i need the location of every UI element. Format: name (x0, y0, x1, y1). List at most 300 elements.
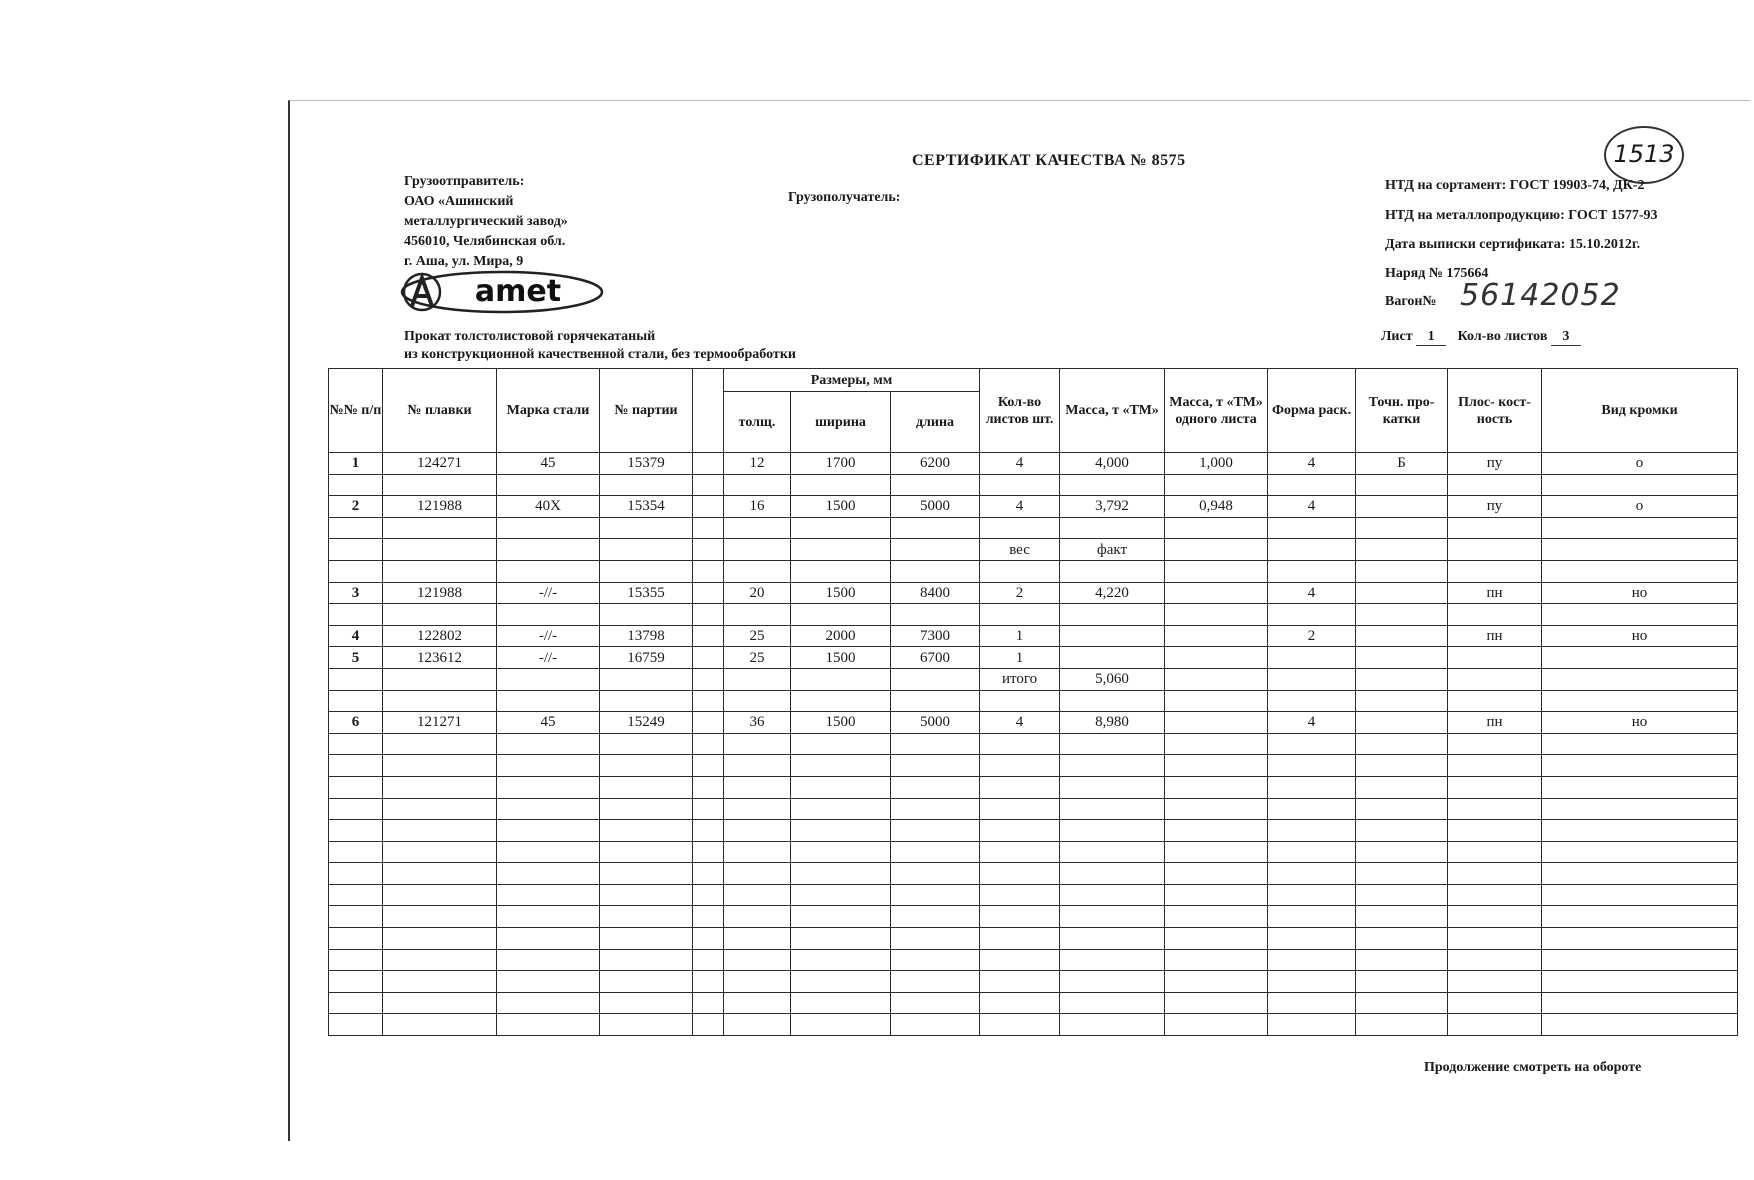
table-cell (1356, 820, 1448, 842)
table-cell (1542, 474, 1738, 496)
table-cell (1356, 755, 1448, 777)
table-cell (980, 841, 1060, 863)
table-cell (1060, 1014, 1165, 1036)
table-cell (1165, 776, 1268, 798)
table-cell (1356, 582, 1448, 604)
table-cell (724, 539, 791, 561)
table-cell (1268, 949, 1356, 971)
table-cell (600, 474, 693, 496)
table-cell (497, 949, 600, 971)
table-cell (791, 668, 891, 690)
table-cell (497, 992, 600, 1014)
table-cell: 4 (1268, 712, 1356, 734)
table-cell (383, 906, 497, 928)
table-cell: 4 (1268, 582, 1356, 604)
table-cell (329, 690, 383, 712)
table-row (329, 863, 1738, 885)
table-cell (383, 863, 497, 885)
table-row (329, 604, 1738, 626)
ntd-metal: НТД на металлопродукцию: ГОСТ 1577-93 (1385, 208, 1658, 223)
header-mass: Масса, т «ТМ» (1060, 369, 1165, 453)
table-cell (980, 604, 1060, 626)
table-cell (1060, 863, 1165, 885)
table-cell (1165, 690, 1268, 712)
table-cell (891, 560, 980, 582)
table-cell (980, 971, 1060, 993)
table-cell: 5 (329, 647, 383, 669)
table-cell (980, 992, 1060, 1014)
table-cell: 3,792 (1060, 496, 1165, 518)
table-cell (980, 733, 1060, 755)
table-cell (791, 1014, 891, 1036)
table-cell: 0,948 (1165, 496, 1268, 518)
table-cell (383, 690, 497, 712)
table-cell (329, 668, 383, 690)
table-cell (1165, 582, 1268, 604)
table-cell (383, 798, 497, 820)
table-cell: пу (1448, 453, 1542, 475)
table-cell (1448, 992, 1542, 1014)
table-cell (497, 820, 600, 842)
table-cell (724, 971, 791, 993)
table-cell (891, 733, 980, 755)
table-cell (497, 776, 600, 798)
table-cell: 1 (329, 453, 383, 475)
table-cell (1542, 992, 1738, 1014)
product-line: Прокат толстолистовой горячекатаный (404, 329, 656, 344)
table-cell (1542, 884, 1738, 906)
table-cell (497, 863, 600, 885)
table-cell (980, 884, 1060, 906)
table-cell (724, 798, 791, 820)
table-cell (1268, 906, 1356, 928)
table-cell (600, 820, 693, 842)
table-cell (724, 820, 791, 842)
footer-note: Продолжение смотреть на обороте (1424, 1060, 1642, 1075)
table-cell: 4 (980, 496, 1060, 518)
table-cell (1060, 906, 1165, 928)
table-cell (1448, 820, 1542, 842)
table-cell (1268, 755, 1356, 777)
table-cell (1356, 884, 1448, 906)
table-cell: 15249 (600, 712, 693, 734)
table-row (329, 712, 1738, 734)
table-cell: вес (980, 539, 1060, 561)
table-cell (1268, 690, 1356, 712)
table-cell (891, 755, 980, 777)
table-cell (1542, 776, 1738, 798)
table-cell: пу (1448, 496, 1542, 518)
table-cell (891, 971, 980, 993)
table-cell (1542, 1014, 1738, 1036)
table-cell (1060, 841, 1165, 863)
table-cell: 5000 (891, 712, 980, 734)
table-cell (1448, 604, 1542, 626)
table-cell (329, 604, 383, 626)
table-cell (383, 560, 497, 582)
table-cell (724, 884, 791, 906)
table-cell (1268, 474, 1356, 496)
table-cell (693, 992, 724, 1014)
table-cell (497, 1014, 600, 1036)
table-cell: 8,980 (1060, 712, 1165, 734)
table-cell (383, 776, 497, 798)
table-cell (1448, 539, 1542, 561)
header-edge: Вид кромки (1542, 369, 1738, 453)
table-cell (383, 668, 497, 690)
table-cell (791, 517, 891, 539)
table-cell (1356, 668, 1448, 690)
amet-logo (400, 270, 605, 314)
table-cell: 121988 (383, 582, 497, 604)
table-cell (693, 453, 724, 475)
table-cell (383, 820, 497, 842)
table-cell: 1500 (791, 712, 891, 734)
table-cell (980, 949, 1060, 971)
table-cell (383, 992, 497, 1014)
table-cell (1356, 604, 1448, 626)
table-cell (693, 798, 724, 820)
table-cell (1268, 539, 1356, 561)
table-cell (891, 863, 980, 885)
order-number: Наряд № 175664 (1385, 266, 1489, 281)
table-cell (693, 690, 724, 712)
table-cell (791, 884, 891, 906)
header-grade: Марка стали (497, 369, 600, 453)
table-cell (1268, 992, 1356, 1014)
table-cell (1356, 971, 1448, 993)
table-cell (1542, 798, 1738, 820)
table-cell (329, 755, 383, 777)
table-cell (1448, 841, 1542, 863)
table-cell (891, 539, 980, 561)
table-cell (724, 733, 791, 755)
table-cell (600, 949, 693, 971)
table-cell (980, 906, 1060, 928)
table-cell (1448, 776, 1542, 798)
table-cell (329, 884, 383, 906)
sender-label: Грузоотправитель: (404, 174, 525, 189)
table-cell (1165, 928, 1268, 950)
table-row (329, 992, 1738, 1014)
table-row (329, 820, 1738, 842)
table-cell (791, 474, 891, 496)
table-cell: 1 (980, 625, 1060, 647)
table-cell (1165, 820, 1268, 842)
table-row (329, 625, 1738, 647)
table-cell (600, 928, 693, 950)
table-cell (1356, 798, 1448, 820)
table-cell (1268, 733, 1356, 755)
table-row (329, 971, 1738, 993)
table-cell (497, 733, 600, 755)
table-cell (1542, 690, 1738, 712)
table-cell (693, 582, 724, 604)
table-cell: 20 (724, 582, 791, 604)
table-cell (1542, 517, 1738, 539)
list-count-value: 3 (1551, 329, 1581, 346)
table-cell (1356, 928, 1448, 950)
table-cell (600, 776, 693, 798)
table-cell: 5000 (891, 496, 980, 518)
table-cell (791, 776, 891, 798)
table-cell (1165, 863, 1268, 885)
table-cell: 124271 (383, 453, 497, 475)
table-cell: 36 (724, 712, 791, 734)
list-label: Лист (1381, 329, 1413, 344)
table-cell (600, 863, 693, 885)
table-cell: итого (980, 668, 1060, 690)
receiver-label: Грузополучатель: (788, 190, 901, 205)
table-cell (1165, 647, 1268, 669)
table-cell (1060, 647, 1165, 669)
table-cell (383, 539, 497, 561)
table-cell (600, 906, 693, 928)
table-row (329, 733, 1738, 755)
table-cell (693, 841, 724, 863)
table-cell (891, 776, 980, 798)
table-cell (980, 474, 1060, 496)
table-cell (724, 690, 791, 712)
table-cell: 122802 (383, 625, 497, 647)
table-cell (1165, 668, 1268, 690)
table-cell (1356, 712, 1448, 734)
table-cell (693, 474, 724, 496)
table-cell (1542, 820, 1738, 842)
table-cell: 6700 (891, 647, 980, 669)
table-cell (693, 668, 724, 690)
table-cell (1448, 949, 1542, 971)
table-cell (1060, 776, 1165, 798)
table-cell (1060, 798, 1165, 820)
sender-line: г. Аша, ул. Мира, 9 (404, 254, 524, 269)
table-cell: но (1542, 712, 1738, 734)
table-cell (1268, 517, 1356, 539)
table-cell (1448, 906, 1542, 928)
table-cell (791, 798, 891, 820)
table-cell: 2000 (791, 625, 891, 647)
table-cell (383, 604, 497, 626)
table-cell (1165, 755, 1268, 777)
table-cell (1268, 560, 1356, 582)
table-cell (1268, 1014, 1356, 1036)
table-cell (980, 820, 1060, 842)
table-cell (724, 755, 791, 777)
table-cell (600, 884, 693, 906)
table-cell (724, 841, 791, 863)
table-cell (600, 971, 693, 993)
table-row (329, 496, 1738, 518)
table-cell (693, 560, 724, 582)
table-cell: факт (1060, 539, 1165, 561)
table-cell (1542, 733, 1738, 755)
table-cell (1356, 1014, 1448, 1036)
table-cell (1060, 625, 1165, 647)
table-cell (1268, 841, 1356, 863)
table-cell (724, 668, 791, 690)
table-cell (693, 1014, 724, 1036)
table-cell (891, 928, 980, 950)
table-cell (1060, 755, 1165, 777)
table-cell (329, 928, 383, 950)
table-cell (600, 517, 693, 539)
table-cell (1448, 884, 1542, 906)
table-cell (724, 906, 791, 928)
table-cell (980, 690, 1060, 712)
header-thick: толщ. (724, 392, 791, 453)
table-cell (383, 474, 497, 496)
handwritten-stamp-number: 1513 (1604, 126, 1684, 184)
header-mass-one: Масса, т «ТМ» одного листа (1165, 369, 1268, 453)
table-cell: 13798 (600, 625, 693, 647)
table-row (329, 690, 1738, 712)
table-row (329, 841, 1738, 863)
table-cell (600, 992, 693, 1014)
table-cell (497, 841, 600, 863)
table-cell (1448, 971, 1542, 993)
table-cell (329, 798, 383, 820)
header-flatness: Плос- кост- ность (1448, 369, 1542, 453)
table-cell: 2 (980, 582, 1060, 604)
table-cell: 1500 (791, 496, 891, 518)
table-cell (1165, 1014, 1268, 1036)
table-cell (1268, 863, 1356, 885)
table-cell (497, 668, 600, 690)
table-cell (724, 949, 791, 971)
table-cell: 6200 (891, 453, 980, 475)
table-cell (497, 517, 600, 539)
table-cell (1268, 776, 1356, 798)
table-cell (383, 841, 497, 863)
table-cell (791, 560, 891, 582)
table-cell: 4 (329, 625, 383, 647)
table-cell (1356, 841, 1448, 863)
table-cell (600, 560, 693, 582)
table-cell (891, 798, 980, 820)
table-cell (1542, 755, 1738, 777)
table-cell (600, 733, 693, 755)
table-cell (1060, 690, 1165, 712)
table-cell: пн (1448, 582, 1542, 604)
table-cell (693, 928, 724, 950)
table-cell (1165, 971, 1268, 993)
table-cell (693, 625, 724, 647)
table-cell (791, 992, 891, 1014)
table-cell (1356, 733, 1448, 755)
table-cell (329, 733, 383, 755)
table-cell (1356, 560, 1448, 582)
table-cell (497, 474, 600, 496)
table-cell (1060, 560, 1165, 582)
table-cell (329, 776, 383, 798)
sheet-info (1381, 329, 1581, 346)
table-cell (1542, 971, 1738, 993)
header-form: Форма раск. (1268, 369, 1356, 453)
table-cell (600, 690, 693, 712)
table-cell (891, 884, 980, 906)
table-cell (891, 1014, 980, 1036)
table-row (329, 474, 1738, 496)
table-cell (724, 604, 791, 626)
table-cell (1060, 820, 1165, 842)
header-sizes: Размеры, мм (724, 369, 980, 392)
table-cell (329, 971, 383, 993)
table-cell (497, 560, 600, 582)
table-cell: 123612 (383, 647, 497, 669)
table-cell (1060, 517, 1165, 539)
table-cell (600, 1014, 693, 1036)
table-cell (791, 928, 891, 950)
table-cell (497, 539, 600, 561)
table-cell (1448, 928, 1542, 950)
header-blank (693, 369, 724, 453)
table-cell (791, 539, 891, 561)
table-cell: 4,220 (1060, 582, 1165, 604)
certificate-table-body (329, 453, 1738, 1036)
table-cell (1542, 560, 1738, 582)
table-cell (1448, 690, 1542, 712)
header-count: Кол-во листов шт. (980, 369, 1060, 453)
logo-text: amet (474, 274, 562, 309)
table-cell: 15355 (600, 582, 693, 604)
table-row (329, 798, 1738, 820)
table-cell (1356, 474, 1448, 496)
table-cell (1542, 949, 1738, 971)
table-cell: пн (1448, 712, 1542, 734)
table-cell (1165, 949, 1268, 971)
table-cell (329, 1014, 383, 1036)
table-cell: Б (1356, 453, 1448, 475)
table-cell: 1500 (791, 647, 891, 669)
table-cell (383, 517, 497, 539)
table-cell (600, 604, 693, 626)
table-cell (1165, 625, 1268, 647)
table-cell (724, 863, 791, 885)
table-cell (383, 733, 497, 755)
header-precision: Точн. про- катки (1356, 369, 1448, 453)
table-row (329, 453, 1738, 475)
table-cell: 16759 (600, 647, 693, 669)
table-cell (1448, 668, 1542, 690)
table-cell (600, 798, 693, 820)
table-cell (1542, 906, 1738, 928)
table-cell (1060, 604, 1165, 626)
table-cell (383, 1014, 497, 1036)
table-cell: 12 (724, 453, 791, 475)
table-cell: 40Х (497, 496, 600, 518)
table-cell (1165, 712, 1268, 734)
table-cell (980, 928, 1060, 950)
table-cell (1268, 928, 1356, 950)
table-cell (693, 755, 724, 777)
table-cell: 1 (980, 647, 1060, 669)
table-cell (693, 539, 724, 561)
header-length: длина (891, 392, 980, 453)
table-cell (693, 820, 724, 842)
table-cell (1060, 884, 1165, 906)
table-cell (1165, 560, 1268, 582)
table-cell: 25 (724, 647, 791, 669)
list-value: 1 (1416, 329, 1446, 346)
table-cell (600, 668, 693, 690)
table-cell (724, 560, 791, 582)
table-cell (1060, 992, 1165, 1014)
table-cell (724, 517, 791, 539)
table-cell (791, 949, 891, 971)
table-cell (1268, 647, 1356, 669)
table-cell (693, 604, 724, 626)
table-cell (891, 517, 980, 539)
